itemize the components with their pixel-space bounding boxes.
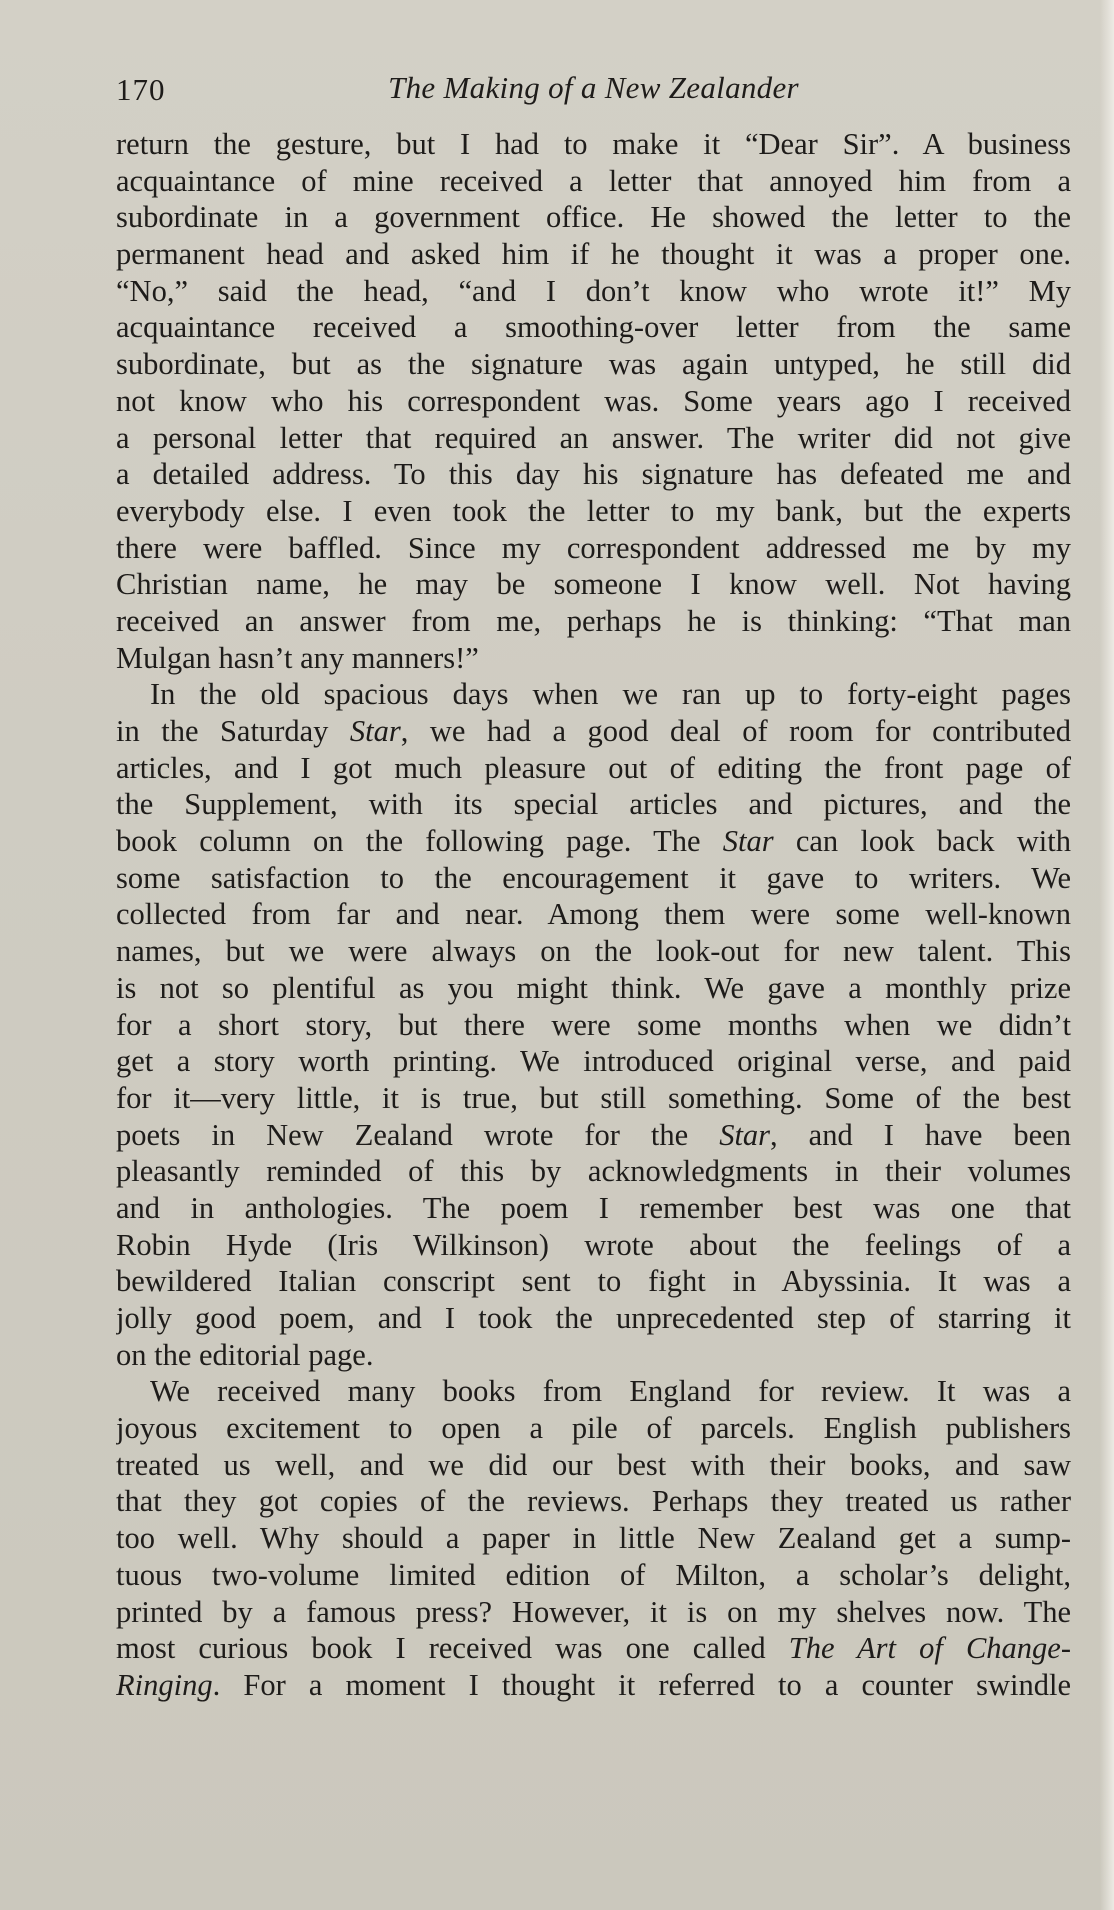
text-line: for a short story, but there were some months when we didn’t: [116, 1007, 1071, 1042]
page-edge: [1100, 0, 1114, 1910]
text-line: [116, 713, 1071, 750]
text-line: collected from far and near. Among them were some well-known: [116, 897, 1071, 932]
text-line: some satisfaction to the encouragement it gave to writers. We: [116, 860, 1071, 895]
text-line: a personal letter that required an answer. The writer did not give: [116, 420, 1071, 455]
text-line: We received many books from England for review. It was a: [150, 1374, 1071, 1409]
text-line: names, but we were always on the look-out for new talent. This: [116, 934, 1071, 969]
text-line: too well. Why should a paper in little New Zealand get a sump-: [116, 1521, 1071, 1556]
text-line: tuous two-volume limited edition of Milton, a scholar’s delight,: [116, 1557, 1071, 1592]
text-line: articles, and I got much pleasure out of editing the front page of: [116, 750, 1071, 785]
text-line: “No,” said the head, “and I don’t know who wrote it!” My: [116, 273, 1071, 308]
text-line: printed by a famous press? However, it is on my shelves now. The: [116, 1594, 1071, 1629]
text-line: and in anthologies. The poem I remember best was one that: [116, 1190, 1071, 1225]
body-text: [116, 126, 1071, 1704]
text-line: not know who his correspondent was. Some years ago I received: [116, 383, 1071, 418]
text-line: for it—very little, it is true, but still something. Some of the best: [116, 1080, 1071, 1115]
text-line: acquaintance received a smoothing-over letter from the same: [116, 310, 1071, 345]
text-line: that they got copies of the reviews. Perhaps they treated us rather: [116, 1484, 1071, 1519]
text-line: [116, 1667, 1071, 1704]
text-line: is not so plentiful as you might think. We gave a monthly prize: [116, 970, 1071, 1005]
italic-text-run: Star: [349, 714, 401, 748]
text-line: joyous excitement to open a pile of parcels. English publishers: [116, 1411, 1071, 1446]
text-line: there were baffled. Since my correspondent addressed me by my: [116, 530, 1071, 565]
page-number: 170: [116, 72, 166, 107]
text-run: can look back with: [773, 824, 1071, 859]
text-line: jolly good poem, and I took the unprecedented step of starring it: [116, 1301, 1071, 1335]
text-run: , and I have been: [770, 1117, 1071, 1152]
text-line: everybody else. I even took the letter to my bank, but the experts: [116, 493, 1071, 528]
text-run: poets in New Zealand wrote for the: [116, 1117, 720, 1152]
text-line: In the old spacious days when we ran up to forty-eight pages: [150, 677, 1071, 712]
italic-text-run: The Art of Change-: [788, 1631, 1071, 1666]
text-line: return the gesture, but I had to make it “Dear Sir”. A business: [116, 127, 1071, 161]
italic-text-run: Star: [719, 1117, 771, 1152]
text-line: permanent head and asked him if he thought it was a proper one.: [116, 237, 1071, 272]
text-run: most curious book I received was one called: [116, 1631, 789, 1666]
text-line: Christian name, he may be someone I know well. Not having: [116, 567, 1071, 602]
text-run: , we had a good deal of room for contributed: [400, 714, 1071, 748]
text-run: . For a moment I thought it referred to a counter swindle: [212, 1667, 1071, 1702]
text-line: subordinate in a government office. He showed the letter to the: [116, 200, 1071, 235]
text-run: book column on the following page. The: [116, 824, 723, 859]
text-line: [116, 1630, 1071, 1667]
text-line: the Supplement, with its special articles and pictures, and the: [116, 787, 1071, 822]
italic-text-run: Ringing: [116, 1667, 213, 1702]
text-line: received an answer from me, perhaps he is thinking: “That man: [116, 603, 1071, 638]
text-line: treated us well, and we did our best with their books, and saw: [116, 1447, 1071, 1482]
text-line: Robin Hyde (Iris Wilkinson) wrote about the feelings of a: [116, 1227, 1071, 1262]
text-line: on the editorial page.: [116, 1337, 374, 1372]
text-line: acquaintance of mine received a letter that annoyed him from a: [116, 163, 1071, 198]
text-line: Mulgan hasn’t any manners!”: [116, 640, 479, 675]
text-line: a detailed address. To this day his signature has defeated me and: [116, 457, 1071, 492]
text-line: [116, 823, 1071, 860]
text-line: [116, 1117, 1071, 1154]
running-title: The Making of a New Zealander: [388, 70, 799, 105]
text-line: pleasantly reminded of this by acknowledgments in their volumes: [116, 1154, 1071, 1189]
running-header: [116, 64, 1071, 114]
text-line: get a story worth printing. We introduced original verse, and paid: [116, 1044, 1071, 1079]
text-run: in the Saturday: [116, 714, 350, 748]
italic-text-run: Star: [722, 824, 774, 859]
text-line: bewildered Italian conscript sent to fight in Abyssinia. It was a: [116, 1264, 1071, 1299]
text-line: subordinate, but as the signature was again untyped, he still did: [116, 347, 1071, 382]
